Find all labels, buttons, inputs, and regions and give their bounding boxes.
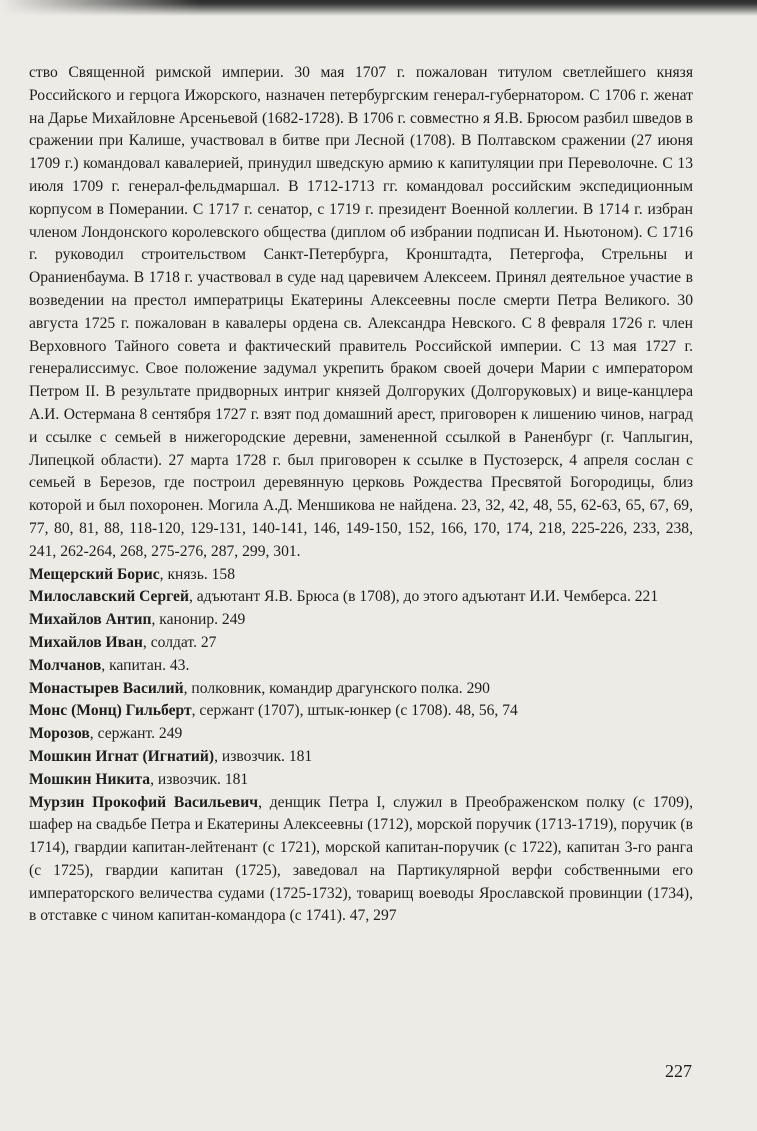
entry-text: , солдат. 27	[142, 633, 217, 651]
index-entry	[29, 746, 693, 769]
index-entry	[29, 769, 693, 792]
index-entry	[29, 632, 693, 655]
entry-name: Мошкин Игнат (Игнатий)	[29, 747, 215, 765]
entry-text: , извозчик. 181	[214, 747, 313, 765]
index-entry	[29, 586, 693, 609]
entry-text: ство Священной римской империи. 30 мая 1707 г. пожалован титулом светлейшего князя Российского и герцога Ижорского, назначен петербургским генерал-губернатором. С 1706 г. женат на Дарье Михайловне Арсеньевой (1682-1728). В 1706 г. совместно я Я.В. Брюсом разбил шведов в сражении при Калише, участвовал в битве при Лесной (1708). В Полтавском сражении (27 июня 1709 г.) командовал кавалерией, принудил шведскую армию к капитуляции при Переволочне. С 13 июля 1709 г. генерал-фельдмаршал. В 1712-1713 гг. командовал российским экспедиционным корпусом в Померании. С 1717 г. сенатор, с 1719 г. президент Военной коллегии. В 1714 г. избран членом Лондонского королевского общества (диплом об избрании подписан И. Ньютоном). С 1716 г. руководил строительством Санкт-Петербурга, Кронштадта, Петергофа, Стрельны и Ораниенбаума. В 1718 г. участвовал в суде над царевичем Алексеем. Принял деятельное участие в возведении на престол императрицы Екатерины Алексеевны после смерти Петра Великого. 30 августа 1725 г. пожалован в кавалеры ордена св. Александра Невского. С 8 февраля 1726 г. член Верховного Тайного совета и фактический правитель Российской империи. С 13 мая 1727 г. генералиссимус. Свое положение задумал укрепить браком своей дочери Марии с императором Петром II. В результате придворных интриг князей Долгоруких (Долгоруковых) и вице-канцлера А.И. Остермана 8 сентября 1727 г. взят под домашний арест, приговорен к лишению чинов, наград и ссылке с семьей в нижегородские деревни, замененной ссылкой в Раненбург (г. Чаплыгин, Липецкой области). 27 марта 1728 г. был приговорен к ссылке в Пустозерск, 4 апреля сослан с семьей в Березов, где построил деревянную церковь Рождества Пресвятой Богородицы, близ которой и был похоронен. Могила А.Д. Меншикова не найдена. 23, 32, 42, 48, 55, 62-63, 65, 67, 69, 77, 80, 81, 88, 118-120, 129-131, 140-141, 146, 149-150, 152, 166, 170, 174, 218, 225-226, 233, 238, 241, 262-264, 268, 275-276, 287, 299, 301.	[29, 64, 693, 560]
entry-text: , сержант. 249	[89, 725, 183, 743]
entry-name: Мещерский Борис	[29, 565, 160, 583]
index-page-body	[29, 62, 693, 928]
entry-name: Монастырев Василий	[29, 679, 184, 697]
index-entry-menshikov-continued	[29, 62, 693, 564]
index-entry	[29, 564, 693, 587]
entry-text: , князь. 158	[159, 565, 236, 583]
entry-name: Мурзин Прокофий Васильевич	[29, 793, 259, 811]
index-entry	[29, 678, 693, 701]
entry-text: , денщик Петра I, служил в Преображенском полку (с 1709), шафер на свадьбе Петра и Екатерины Алексеевны (1712), морской поручик (1713-1719), поручик (в 1714), гвардии капитан-лейтенант (с 1721), морской капитан-поручик (с 1722), капитан 3-го ранга (с 1725), гвардии капитан (1725), заведовал на Партикулярной верфи собственными его императорского величества судами (1725-1732), товарищ воеводы Ярославской провинции (1734), в отставке с чином капитан-командора (с 1741). 47, 297	[29, 793, 693, 925]
entry-name: Милославский Сергей	[29, 588, 189, 606]
index-entry	[29, 609, 693, 632]
scan-top-edge	[0, 0, 757, 16]
index-entry	[29, 700, 693, 723]
entry-text: , полковник, командир драгунского полка. 290	[183, 679, 490, 697]
entry-text: , капитан. 43.	[101, 656, 190, 674]
entry-text: , сержант (1707), штык-юнкер (с 1708). 48, 56, 74	[191, 702, 518, 720]
entry-name: Мошкин Никита	[29, 770, 151, 788]
index-entry	[29, 723, 693, 746]
entry-text: , адъютант Я.В. Брюса (в 1708), до этого адъютант И.И. Чемберса. 221	[188, 588, 659, 606]
entry-name: Михайлов Иван	[29, 633, 143, 651]
page-number: 227	[665, 1061, 692, 1081]
entry-text: , извозчик. 181	[150, 770, 249, 788]
entry-text: , канонир. 249	[151, 611, 246, 629]
entry-name: Монс (Монц) Гильберт	[29, 702, 192, 720]
index-entry	[29, 655, 693, 678]
entry-name: Молчанов	[29, 656, 102, 674]
entry-name: Морозов	[29, 725, 90, 743]
index-entry	[29, 792, 693, 929]
entry-name: Михайлов Антип	[29, 611, 152, 629]
